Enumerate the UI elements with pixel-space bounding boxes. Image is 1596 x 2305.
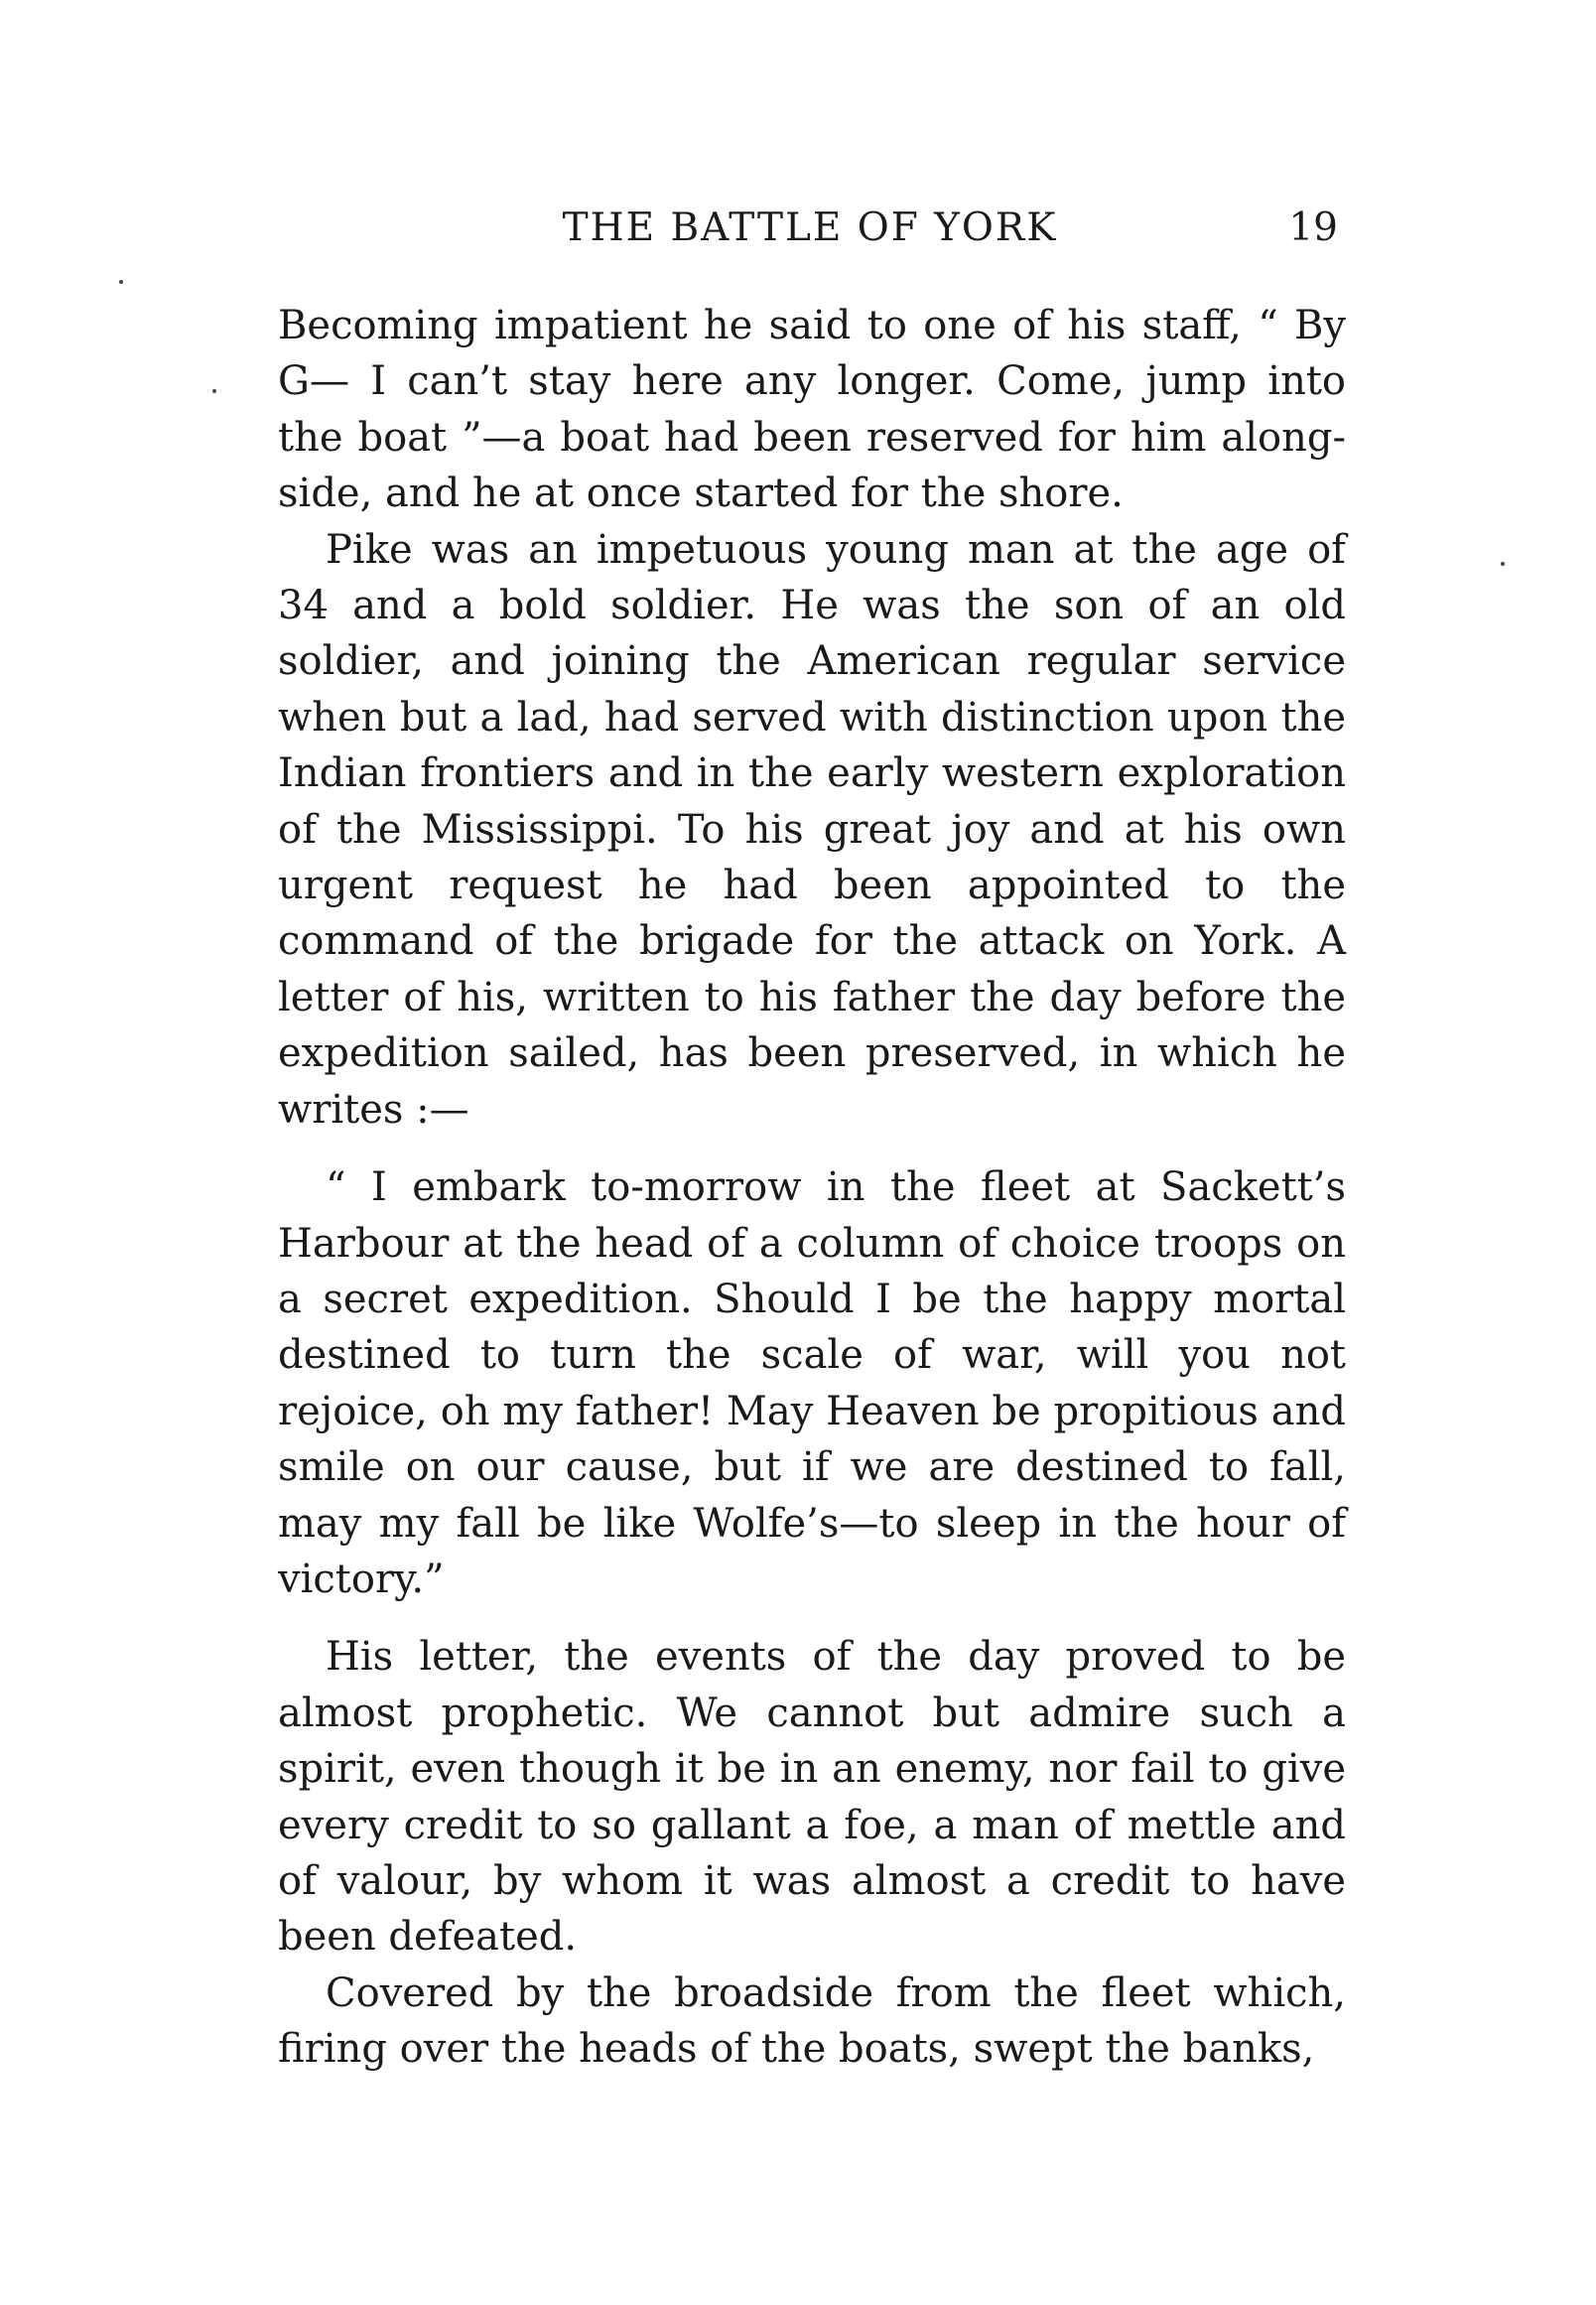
paragraph-prophetic: His letter, the events of the day proved to be almost prophetic. We cannot but admire such a spirit, even though it be in an enemy, nor fail to give every credit to so gallant a foe, a man of mettle and of valour, by whom it was almost a credit to have been defeated.: [278, 1634, 1346, 1961]
paragraph-pike-biography: Pike was an impetuous young man at the age of 34 and a bold soldier. He was the son of an old soldier, and joining the American regular service when but a lad, had served with distinction upon the Indian frontiers and in the early western exploration of the Mississippi. To his great joy and at his own urgent request he had been appointed to the command of the brigade for the attack on York. A letter of his, written to his father the day before the expedition sailed, has been preserved, in which he writes :—: [278, 526, 1346, 1133]
stray-mark: [212, 389, 216, 393]
body-text: [278, 298, 1346, 2078]
running-title: THE BATTLE OF YORK: [562, 205, 1058, 250]
quoted-letter: “ I embark to-morrow in the fleet at Sackett’s Harbour at the head of a column of choice troops on a secret expedition. Should I be the happy mortal destined to turn the scale of war, will you not rejoice, oh my father! May Heaven be propitious and smile on our cause, but if we are destined to fall, may my fall be like Wolfe’s—to sleep in the hour of victory.”: [278, 1164, 1346, 1602]
stray-mark: [1501, 562, 1505, 566]
stray-mark: [119, 280, 123, 284]
paragraph-continuation: Becoming impatient he said to one of his staff, “ By G— I can’t stay here any longer. Come, jump into the boat ”—a boat had been reserved for him alongside, and he at once started for the shore.: [278, 303, 1346, 517]
page-number: 19: [1288, 205, 1338, 250]
paragraph-broadside: Covered by the broadside from the fleet which, firing over the heads of the boats, swept the banks,: [278, 1969, 1346, 2073]
page-header: [282, 199, 1338, 258]
